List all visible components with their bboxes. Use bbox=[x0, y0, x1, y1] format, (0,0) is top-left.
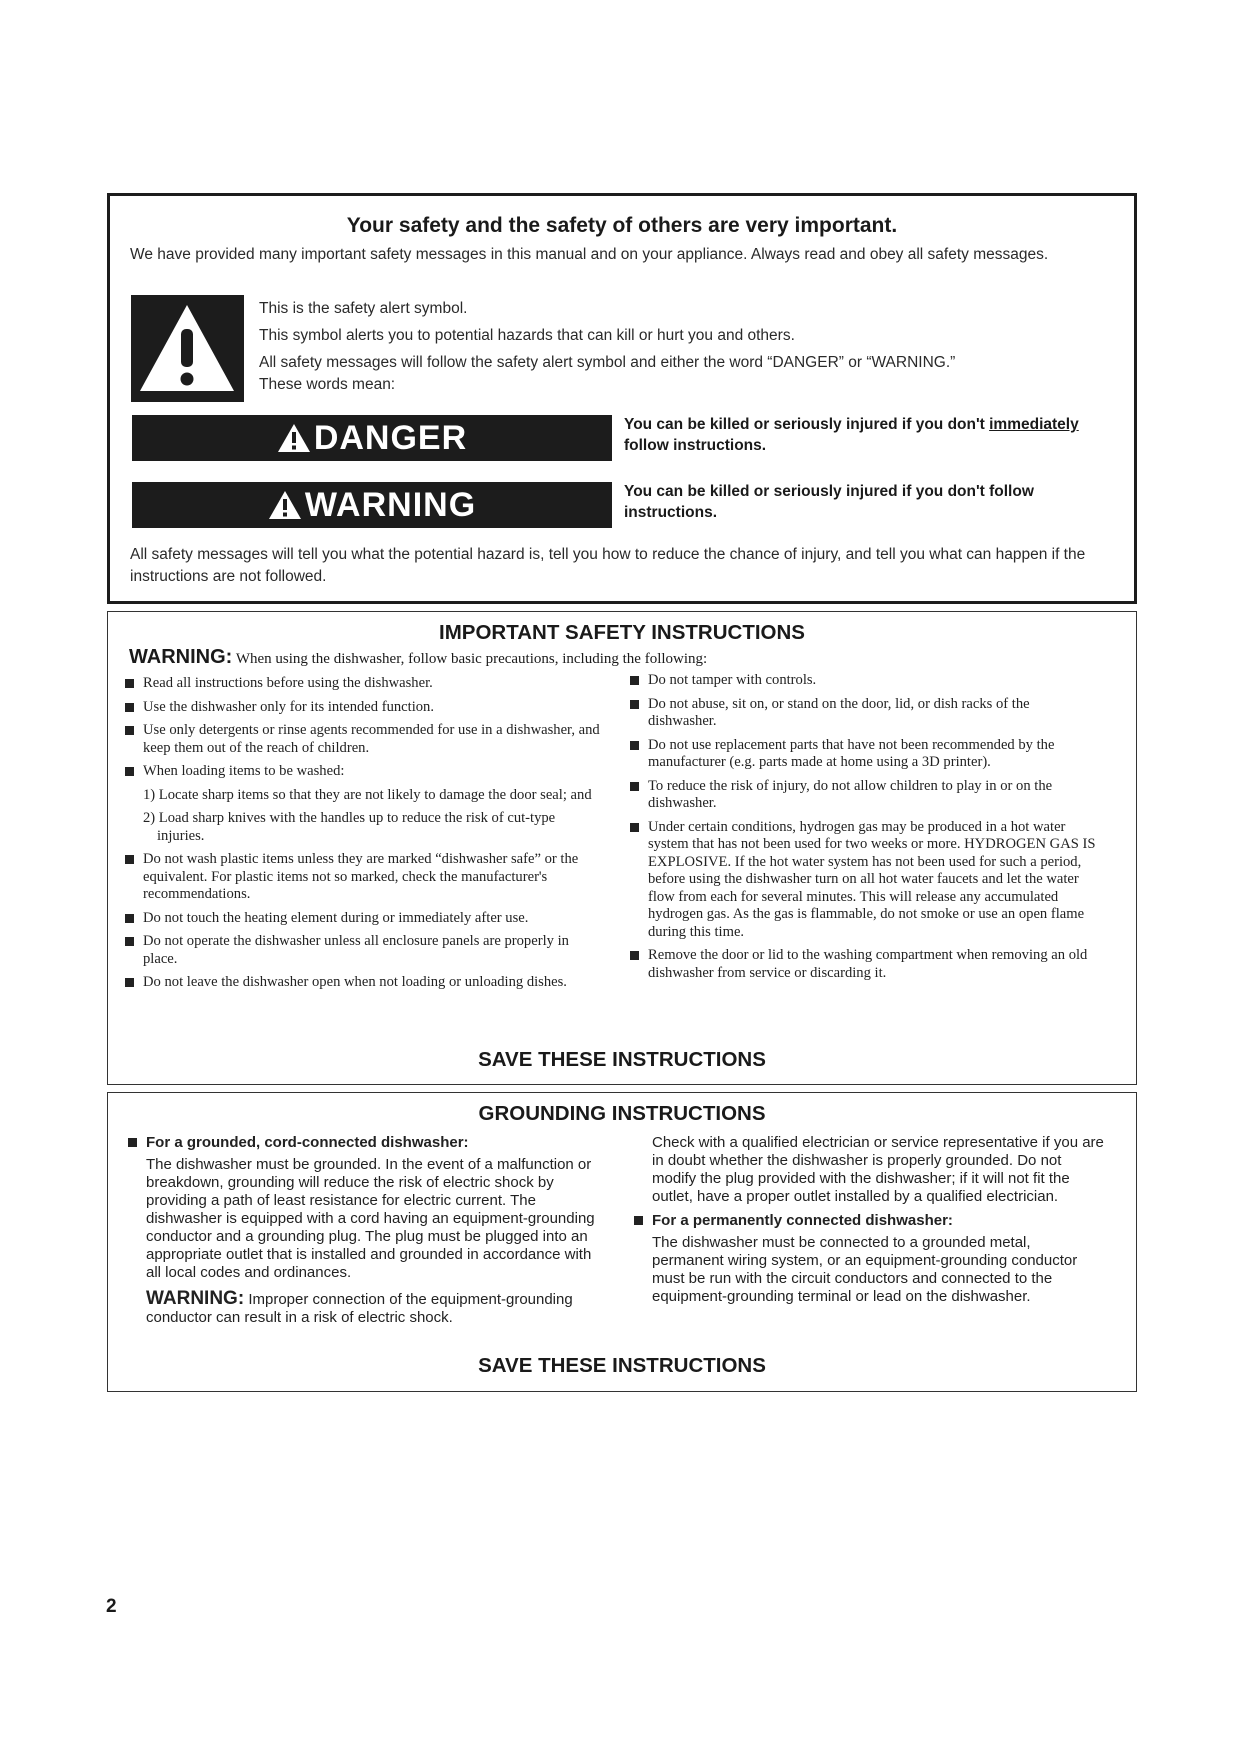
corded-heading-text: For a grounded, cord-connected dishwasher: bbox=[146, 1134, 469, 1151]
list-item bbox=[630, 819, 1100, 942]
list-item bbox=[125, 910, 605, 928]
bullet-icon bbox=[125, 703, 134, 712]
safety-title: Your safety and the safety of others are very important. bbox=[346, 214, 898, 237]
grounding-warning-text: Improper connection of the equipment-grounding conductor can result in a risk of electric shock. bbox=[146, 1291, 573, 1326]
safety-intro: We have provided many important safety messages in this manual and on your appliance. Always read and obey all safety messages. bbox=[130, 246, 1049, 263]
danger-text-underlined: immediately bbox=[989, 416, 1079, 433]
bullet-icon bbox=[125, 937, 134, 946]
bullet-icon bbox=[634, 1216, 643, 1225]
item-text: To reduce the risk of injury, do not allow children to play in or on the dishwasher. bbox=[648, 777, 1053, 811]
danger-text-b: follow instructions. bbox=[624, 437, 767, 454]
warning-label: WARNING bbox=[304, 485, 477, 524]
list-item bbox=[630, 696, 1100, 731]
grounding-warning bbox=[128, 1290, 603, 1327]
bullet-icon bbox=[630, 782, 639, 791]
safety-list-right bbox=[630, 672, 1100, 986]
warning-alert-icon bbox=[268, 490, 302, 520]
item-text: Do not use replacement parts that have not been recommended by the manufacturer (e.g. parts made at home using a 3D printer). bbox=[648, 736, 1055, 770]
danger-alert-icon bbox=[277, 423, 311, 453]
safety-alert-icon bbox=[131, 295, 244, 402]
item-text: When loading items to be washed: bbox=[143, 763, 345, 779]
list-item bbox=[125, 699, 605, 717]
grounding-left-column bbox=[128, 1134, 603, 1333]
danger-text-a: You can be killed or seriously injured if you don't bbox=[624, 416, 990, 433]
item-text: Do not wash plastic items unless they are marked “dishwasher safe” or the equivalent. For plastic items not so marked, check the manufacturer's recommendations. bbox=[143, 851, 579, 902]
safety-outro: All safety messages will tell you what the potential hazard is, tell you how to reduce the chance of injury, and tell you what can happen if the instructions are not followed. bbox=[130, 546, 1086, 585]
item-text: Use the dishwasher only for its intended function. bbox=[143, 698, 435, 715]
list-item bbox=[125, 675, 605, 693]
item-text: Remove the door or lid to the washing compartment when removing an old dishwasher from service or discarding it. bbox=[648, 947, 1088, 981]
item-text: Do not operate the dishwasher unless all enclosure panels are properly in place. bbox=[143, 933, 569, 967]
list-item bbox=[125, 851, 605, 904]
page-number: 2 bbox=[106, 1596, 117, 1617]
bullet-icon bbox=[125, 726, 134, 735]
bullet-icon bbox=[630, 700, 639, 709]
important-safety-warning bbox=[129, 646, 707, 669]
save-instructions-footer: SAVE THESE INSTRUCTIONS bbox=[478, 1354, 766, 1377]
item-text: Read all instructions before using the dishwasher. bbox=[143, 675, 433, 691]
permanent-heading bbox=[634, 1212, 1104, 1230]
save-instructions-footer: SAVE THESE INSTRUCTIONS bbox=[478, 1048, 766, 1071]
warning-text: When using the dishwasher, follow basic precautions, including the following: bbox=[235, 651, 708, 667]
item-text: Do not leave the dishwasher open when not loading or unloading dishes. bbox=[143, 974, 567, 990]
list-item bbox=[630, 947, 1100, 982]
item-text: Under certain conditions, hydrogen gas may be produced in a hot water system that has not been used for two weeks or more. HYDROGEN GAS IS EXPLOSIVE. If the hot water system has not been used for such a period, before using the dishwasher turn on all hot water faucets and let the water flow from each for several minutes. This will release any accumulated hydrogen gas. As the gas is flammable, do not smoke or use an open flame during this time. bbox=[648, 818, 1096, 940]
bullet-icon bbox=[630, 676, 639, 685]
grounding-box bbox=[107, 1092, 1137, 1392]
important-safety-heading: IMPORTANT SAFETY INSTRUCTIONS bbox=[439, 621, 805, 644]
bullet-icon bbox=[630, 951, 639, 960]
bullet-icon bbox=[125, 767, 134, 776]
bullet-icon bbox=[630, 823, 639, 832]
symbol-line-4: These words mean: bbox=[259, 376, 396, 393]
list-item bbox=[125, 763, 605, 781]
bullet-icon bbox=[128, 1138, 137, 1147]
warning-word: WARNING: bbox=[146, 1288, 245, 1309]
corded-heading bbox=[128, 1134, 603, 1152]
bullet-icon bbox=[125, 679, 134, 688]
permanent-heading-text: For a permanently connected dishwasher: bbox=[652, 1212, 953, 1229]
danger-banner bbox=[132, 415, 612, 461]
list-item bbox=[630, 737, 1100, 772]
important-safety-box bbox=[107, 611, 1137, 1085]
permanent-text: The dishwasher must be connected to a grounded metal, permanent wiring system, or an equipment-grounding conductor must be run with the circuit conductors and connected to the equipment-grounding terminal or lead on the dishwasher. bbox=[652, 1234, 1078, 1305]
check-text: Check with a qualified electrician or service representative if you are in doubt whether the dishwasher is properly grounded. Do not modify the plug provided with the dishwasher; if it will not fit the outlet, have a proper outlet installed by a qualified electrician. bbox=[652, 1134, 1104, 1205]
danger-text bbox=[624, 414, 1124, 456]
bullet-icon bbox=[125, 978, 134, 987]
item-text: Do not abuse, sit on, or stand on the door, lid, or dish racks of the dishwasher. bbox=[648, 695, 1030, 729]
item-text: Use only detergents or rinse agents recommended for use in a dishwasher, and keep them out of the reach of children. bbox=[143, 722, 600, 756]
list-item bbox=[125, 722, 605, 757]
warning-text: You can be killed or seriously injured if you don't follow instructions. bbox=[624, 483, 1034, 521]
bullet-icon bbox=[125, 914, 134, 923]
list-item bbox=[630, 778, 1100, 813]
item-text: Do not touch the heating element during or immediately after use. bbox=[143, 909, 529, 926]
grounding-right-column bbox=[634, 1134, 1104, 1312]
symbol-line-2: This symbol alerts you to potential hazards that can kill or hurt you and others. bbox=[259, 327, 795, 344]
safety-alert-box bbox=[107, 193, 1137, 604]
symbol-line-1: This is the safety alert symbol. bbox=[259, 300, 468, 317]
warning-banner bbox=[132, 482, 612, 528]
safety-list-left bbox=[125, 675, 605, 996]
bullet-icon bbox=[630, 741, 639, 750]
corded-text: The dishwasher must be grounded. In the event of a malfunction or breakdown, grounding will reduce the risk of electric shock by providing a path of least resistance for electric current. The dishwasher is equipped with a cord having an equipment-grounding conductor and a grounding plug. The plug must be plugged into an appropriate outlet that is installed and grounded in accordance with all local codes and ordinances. bbox=[146, 1156, 595, 1281]
sub-item: 2) Load sharp knives with the handles up to reduce the risk of cut-type injuries. bbox=[143, 810, 556, 844]
list-item bbox=[630, 672, 1100, 690]
bullet-icon bbox=[125, 855, 134, 864]
symbol-line-3: All safety messages will follow the safety alert symbol and either the word “DANGER” or “WARNING.” bbox=[259, 354, 956, 371]
danger-label: DANGER bbox=[313, 418, 468, 457]
warning-word: WARNING: bbox=[129, 646, 233, 668]
list-item bbox=[125, 974, 605, 992]
item-text: Do not tamper with controls. bbox=[648, 672, 817, 688]
grounding-heading: GROUNDING INSTRUCTIONS bbox=[478, 1102, 766, 1125]
sub-item: 1) Locate sharp items so that they are not likely to damage the door seal; and bbox=[143, 786, 592, 803]
list-item bbox=[125, 933, 605, 968]
